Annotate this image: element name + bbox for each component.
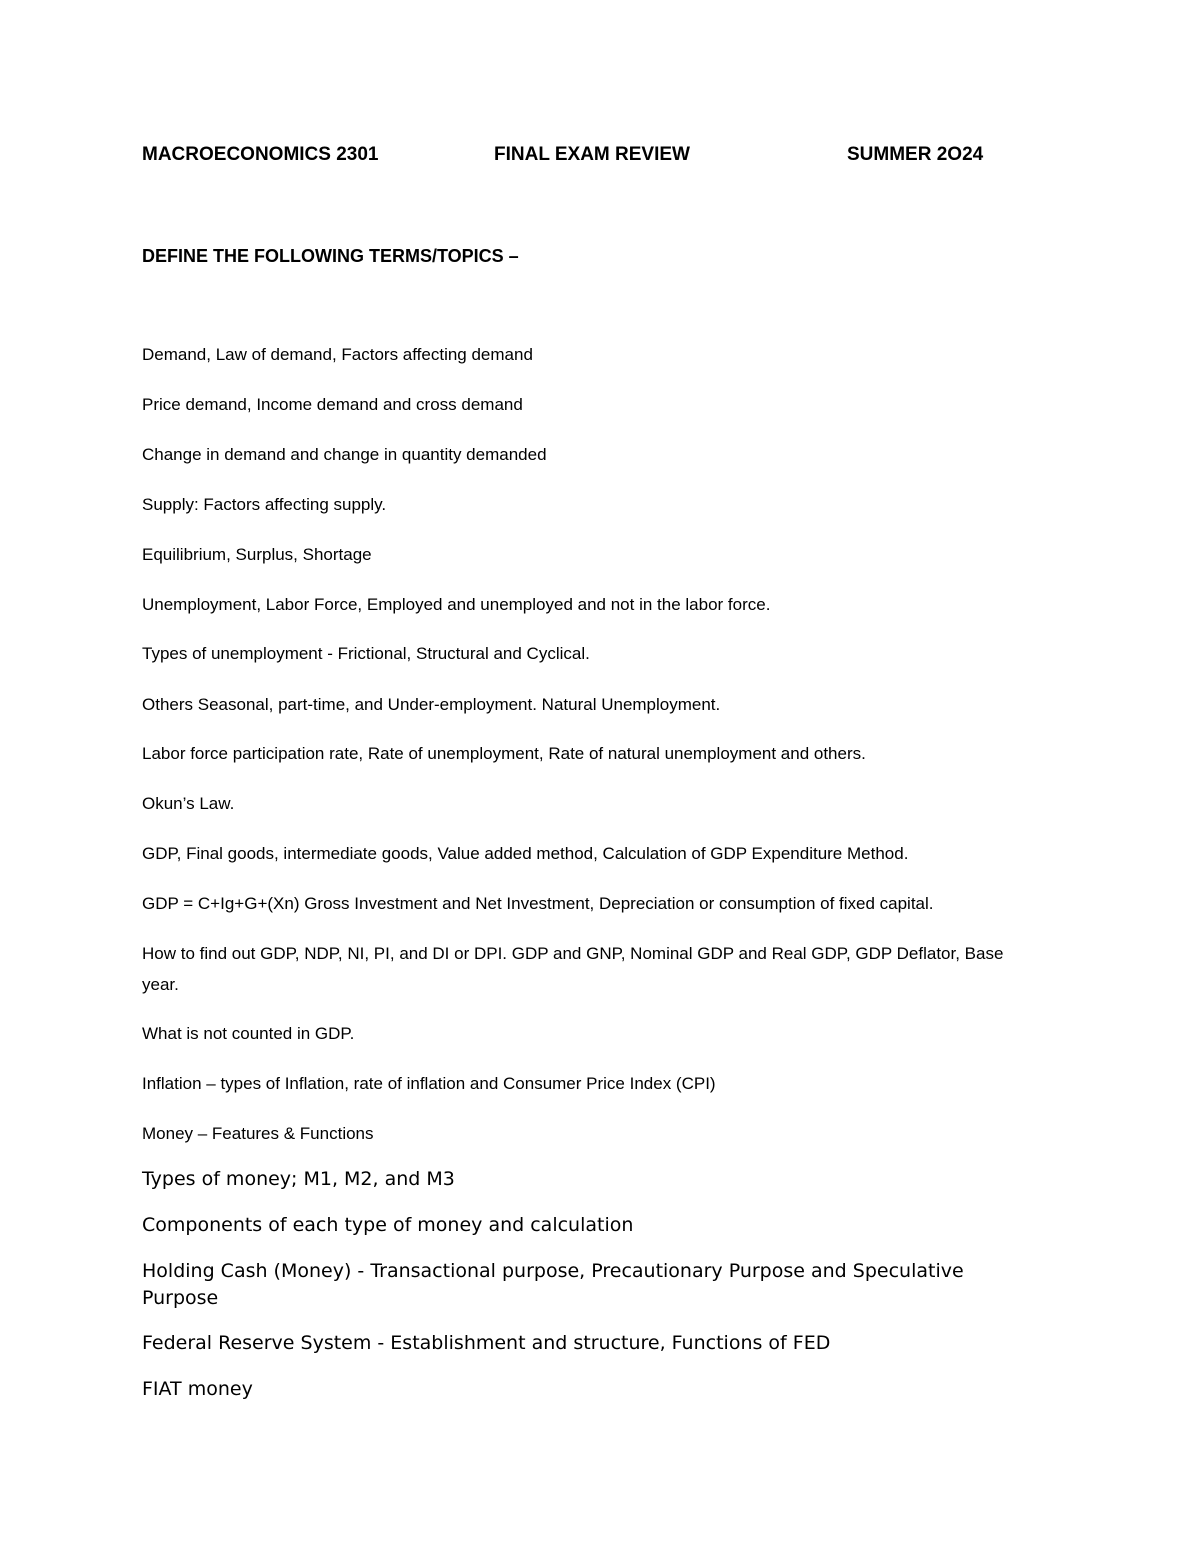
term-label: SUMMER 2O24 bbox=[847, 144, 984, 165]
topic-item: What is not counted in GDP. bbox=[142, 1024, 355, 1043]
topic-item: Labor force participation rate, Rate of unemployment, Rate of natural unemployment and others. bbox=[142, 744, 866, 763]
topic-item: Holding Cash (Money) - Transactional purpose, Precautionary Purpose and Speculative Purpose bbox=[142, 1260, 964, 1309]
topic-item: Components of each type of money and calculation bbox=[142, 1214, 634, 1236]
topic-item: Equilibrium, Surplus, Shortage bbox=[142, 545, 372, 564]
topic-item: Inflation – types of Inflation, rate of inflation and Consumer Price Index (CPI) bbox=[142, 1074, 716, 1093]
topic-item: GDP = C+Ig+G+(Xn) Gross Investment and Net Investment, Depreciation or consumption of fixed capital. bbox=[142, 894, 934, 913]
topic-item: Types of money; M1, M2, and M3 bbox=[142, 1168, 455, 1190]
topic-item: Okun’s Law. bbox=[142, 794, 235, 813]
topic-item: Others Seasonal, part-time, and Under-employment. Natural Unemployment. bbox=[142, 695, 721, 714]
topic-item: Federal Reserve System - Establishment and structure, Functions of FED bbox=[142, 1332, 831, 1354]
topic-item: GDP, Final goods, intermediate goods, Value added method, Calculation of GDP Expenditure Method. bbox=[142, 844, 909, 863]
section-heading: DEFINE THE FOLLOWING TERMS/TOPICS – bbox=[142, 246, 519, 266]
topic-item: Unemployment, Labor Force, Employed and unemployed and not in the labor force. bbox=[142, 595, 771, 614]
topic-item: Supply: Factors affecting supply. bbox=[142, 495, 387, 514]
topic-item: Money – Features & Functions bbox=[142, 1124, 374, 1143]
document-title: FINAL EXAM REVIEW bbox=[494, 144, 690, 165]
topic-item: Types of unemployment - Frictional, Structural and Cyclical. bbox=[142, 644, 590, 663]
topic-item: Change in demand and change in quantity demanded bbox=[142, 445, 547, 464]
course-name: MACROECONOMICS 2301 bbox=[142, 144, 379, 165]
topic-item: Demand, Law of demand, Factors affecting demand bbox=[142, 345, 533, 364]
topic-item: How to find out GDP, NDP, NI, PI, and DI or DPI. GDP and GNP, Nominal GDP and Real GDP, GDP Deflator, Base year. bbox=[142, 944, 1004, 994]
topic-item: FIAT money bbox=[142, 1378, 253, 1400]
topic-item: Price demand, Income demand and cross demand bbox=[142, 395, 523, 414]
document-header bbox=[142, 142, 1042, 168]
